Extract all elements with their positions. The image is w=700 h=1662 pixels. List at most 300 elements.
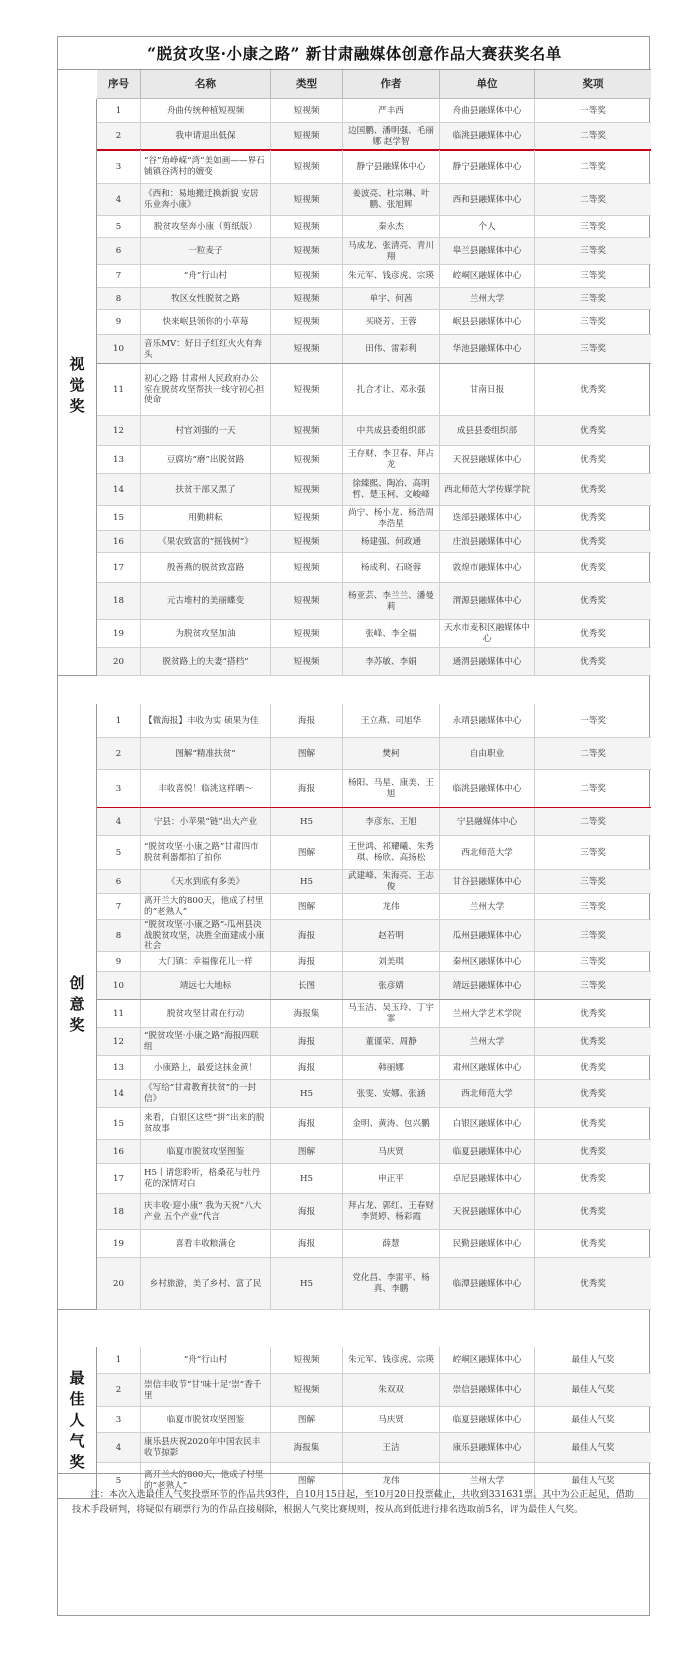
table-row (97, 531, 651, 553)
header-author: 作者 (343, 70, 440, 99)
table-row (97, 1000, 651, 1028)
table-row (97, 364, 651, 416)
cell-award: 三等奖 (580, 901, 606, 912)
cell-name: 为脱贫攻坚加油 (141, 620, 271, 648)
cell-index: 9 (97, 952, 141, 972)
cell-index: 12 (97, 1028, 141, 1056)
cell-name: 离开兰大的800天，他成了村里的“老熟人” (141, 1463, 271, 1499)
table-row (97, 1108, 651, 1140)
cell-index: 8 (97, 288, 141, 310)
cell-type: 短视频 (271, 184, 343, 216)
cell-unit: 庄浪县融媒体中心 (440, 531, 535, 553)
cell-type: H5 (271, 870, 343, 894)
cell-type: 短视频 (271, 288, 343, 310)
cell-name: 乡村旅游，美了乡村、富了民 (141, 1258, 271, 1310)
cell-award: 三等奖 (580, 876, 606, 887)
table-row (97, 99, 651, 123)
cell-unit: 甘南日报 (440, 364, 535, 416)
table-row (97, 1433, 651, 1463)
cell-type: 短视频 (271, 583, 343, 620)
cell-author: 韩丽娜 (343, 1056, 440, 1080)
cell-index: 5 (97, 1463, 141, 1499)
cell-award: 优秀奖 (580, 1206, 606, 1217)
cell-unit: 肃州区融媒体中心 (440, 1056, 535, 1080)
cell-author: 张峰、李全福 (343, 620, 440, 648)
cell-award: 优秀奖 (580, 1036, 606, 1047)
table-row (97, 870, 651, 894)
table-row (97, 894, 651, 920)
cell-name: 舟曲传统种植短视频 (141, 99, 271, 123)
cell-author: 静宁县融媒体中心 (343, 150, 440, 184)
cell-award: 优秀奖 (580, 1238, 606, 1249)
cell-index: 17 (97, 553, 141, 583)
cell-type: 海报 (271, 1028, 343, 1056)
cell-unit: 兰州大学 (440, 1463, 535, 1499)
cell-name: 殷善燕的脱贫致富路 (141, 553, 271, 583)
cell-index: 4 (97, 184, 141, 216)
cell-name: “脱贫攻坚·小康之路”-瓜州县决战脱贫攻坚，决胜全面建成小康社会 (141, 920, 271, 952)
cell-author: 杨亚芸、李兰兰、潘曼莉 (343, 583, 440, 620)
cell-index: 15 (97, 506, 141, 531)
cell-unit: 卓尼县融媒体中心 (440, 1164, 535, 1194)
cell-author: 龙伟 (343, 1463, 440, 1499)
cell-type: 海报 (271, 920, 343, 952)
cell-unit: 西北师范大学 (440, 1080, 535, 1108)
cell-award: 三等奖 (580, 847, 606, 858)
cell-unit: 天水市麦积区融媒体中心 (440, 620, 535, 648)
cell-type: 短视频 (271, 265, 343, 288)
cell-name: 庆丰收·迎小康” 我为天祝“八大产业 五个产业”代言 (141, 1194, 271, 1230)
cell-index: 3 (97, 150, 141, 184)
cell-award: 优秀奖 (580, 1008, 606, 1019)
cell-type: 短视频 (271, 216, 343, 238)
cell-unit: 临夏县融媒体中心 (440, 1140, 535, 1164)
cell-type: H5 (271, 808, 343, 836)
cell-author: 李苏敏、李娟 (343, 648, 440, 676)
cell-type: 短视频 (271, 620, 343, 648)
cell-name: 宁县：小苹果“链”出大产业 (141, 808, 271, 836)
cell-type: 海报 (271, 1230, 343, 1258)
cell-author: 秦永杰 (343, 216, 440, 238)
cell-unit: 兰州大学 (440, 288, 535, 310)
cell-unit: 皋兰县融媒体中心 (440, 238, 535, 265)
cell-author: 王存财、李卫春、拜占龙 (343, 446, 440, 474)
header-unit: 单位 (440, 70, 535, 99)
cell-index: 10 (97, 972, 141, 1000)
table-row (97, 184, 651, 216)
cell-author: 马成龙、张清亮、青川翔 (343, 238, 440, 265)
cell-type: 海报 (271, 704, 343, 738)
cell-name: 康乐县庆祝2020年中国农民丰收节掠影 (141, 1433, 271, 1463)
cell-award: 优秀奖 (580, 596, 606, 607)
cell-index: 17 (97, 1164, 141, 1194)
cell-author: 赵若明 (343, 920, 440, 952)
cell-index: 1 (97, 1347, 141, 1374)
cell-unit: 西和县融媒体中心 (440, 184, 535, 216)
cell-name: 临夏市脱贫攻坚图鉴 (141, 1407, 271, 1433)
cell-type: 海报 (271, 1056, 343, 1080)
table-row (97, 1140, 651, 1164)
cell-unit: 瓜州县融媒体中心 (440, 920, 535, 952)
cell-name: 我申请退出低保 (141, 123, 271, 150)
cell-type: 图解 (271, 894, 343, 920)
cell-unit: 舟曲县融媒体中心 (440, 99, 535, 123)
cell-author: 中共成县委组织部 (343, 416, 440, 446)
cell-index: 4 (97, 1433, 141, 1463)
cell-index: 7 (97, 894, 141, 920)
table-row (97, 335, 651, 364)
cell-award: 优秀奖 (580, 1278, 606, 1289)
cell-author: 朱元军、钱彦虎、宗瑛 (343, 265, 440, 288)
cell-award: 优秀奖 (580, 1173, 606, 1184)
cell-name: 元古堆村的美丽蝶变 (141, 583, 271, 620)
cell-index: 5 (97, 836, 141, 870)
cell-author: 刘美琪 (343, 952, 440, 972)
table-row (97, 1080, 651, 1108)
cell-unit: 秦州区融媒体中心 (440, 952, 535, 972)
table-row (97, 770, 651, 808)
table-row (97, 265, 651, 288)
cell-type: 海报集 (271, 1000, 343, 1028)
cell-type: 短视频 (271, 446, 343, 474)
cell-name: 小康路上，最爱这抹金黄！ (141, 1056, 271, 1080)
cell-type: 短视频 (271, 531, 343, 553)
cell-name: H5丨请您聆听，格桑花与牡丹花的深情对白 (141, 1164, 271, 1194)
cell-unit: 渭源县融媒体中心 (440, 583, 535, 620)
cell-unit: 兰州大学 (440, 894, 535, 920)
cell-award: 三等奖 (580, 930, 606, 941)
cell-unit: 西北师范大学传媒学院 (440, 474, 535, 506)
cell-type: 短视频 (271, 506, 343, 531)
cell-unit: 成县县委组织部 (440, 416, 535, 446)
cell-index: 16 (97, 1140, 141, 1164)
cell-author: 杨建强、何政通 (343, 531, 440, 553)
cell-award: 优秀奖 (580, 562, 606, 573)
table-row (97, 1194, 651, 1230)
award-list-sheet (57, 36, 650, 1616)
cell-unit: 个人 (440, 216, 535, 238)
cell-unit: 宁县融媒体中心 (440, 808, 535, 836)
cell-unit: 兰州大学艺术学院 (440, 1000, 535, 1028)
cell-index: 2 (97, 738, 141, 770)
cell-type: 短视频 (271, 238, 343, 265)
cell-name: 一粒麦子 (141, 238, 271, 265)
cell-award: 优秀奖 (580, 536, 606, 547)
cell-index: 19 (97, 1230, 141, 1258)
cell-unit: 兰州大学 (440, 1028, 535, 1056)
table-row (97, 506, 651, 531)
cell-award: 最佳人气奖 (571, 1355, 615, 1366)
cell-type: 短视频 (271, 123, 343, 150)
cell-award: 优秀奖 (580, 1088, 606, 1099)
cell-index: 7 (97, 265, 141, 288)
cell-award: 最佳人气奖 (571, 1385, 615, 1396)
table-row (97, 1230, 651, 1258)
cell-author: 边国鹏、潘明强、毛丽娜 赵学智 (343, 123, 440, 150)
cell-index: 19 (97, 620, 141, 648)
cell-award: 二等奖 (580, 816, 606, 827)
cell-index: 16 (97, 531, 141, 553)
cell-unit: 通渭县融媒体中心 (440, 648, 535, 676)
section-label-text: 最佳人气奖 (67, 1370, 86, 1475)
cell-author: 杨阳、马星、康美、王旭 (343, 770, 440, 808)
cell-author: 单宇、何茜 (343, 288, 440, 310)
cell-type: 短视频 (271, 335, 343, 364)
cell-author: 王立燕、司旭华 (343, 704, 440, 738)
cell-award: 优秀奖 (580, 384, 606, 395)
cell-unit: 静宁县融媒体中心 (440, 150, 535, 184)
table-row (97, 150, 651, 184)
table-row (97, 216, 651, 238)
cell-author: 严丰西 (343, 99, 440, 123)
cell-award: 三等奖 (580, 980, 606, 991)
cell-unit: 自由职业 (440, 738, 535, 770)
cell-index: 13 (97, 446, 141, 474)
cell-author: 张彦婧 (343, 972, 440, 1000)
cell-type: 海报 (271, 952, 343, 972)
cell-name: 脱贫攻坚甘肃在行动 (141, 1000, 271, 1028)
cell-unit: 天祝县融媒体中心 (440, 446, 535, 474)
cell-name: 牧区女性脱贫之路 (141, 288, 271, 310)
cell-name: 《写给“甘肃教育扶贫”的一封信》 (141, 1080, 271, 1108)
cell-unit: 敦煌市融媒体中心 (440, 553, 535, 583)
cell-award: 三等奖 (580, 956, 606, 967)
cell-author: 樊柯 (343, 738, 440, 770)
cell-name: 村官刘强的一天 (141, 416, 271, 446)
cell-author: 党化昌、李雷平、杨真、李鹏 (343, 1258, 440, 1310)
cell-type: 海报 (271, 770, 343, 808)
cell-index: 18 (97, 1194, 141, 1230)
cell-index: 3 (97, 1407, 141, 1433)
table-row (97, 620, 651, 648)
cell-unit: 靖远县融媒体中心 (440, 972, 535, 1000)
table-row (97, 1407, 651, 1433)
cell-name: “脱贫攻坚·小康之路”甘肃四市脱贫利器都拍了拍你 (141, 836, 271, 870)
table-row (97, 446, 651, 474)
cell-award: 优秀奖 (580, 454, 606, 465)
cell-award: 优秀奖 (580, 1146, 606, 1157)
cell-index: 20 (97, 648, 141, 676)
cell-author: 张雯、安娜、张涵 (343, 1080, 440, 1108)
cell-index: 1 (97, 704, 141, 738)
cell-author: 申正平 (343, 1164, 440, 1194)
cell-index: 2 (97, 123, 141, 150)
cell-name: “舟”行山村 (141, 1347, 271, 1374)
table-row (97, 123, 651, 150)
cell-name: 初心之路 甘肃州人民政府办公室在脱贫攻坚帮扶一线守初心担使命 (141, 364, 271, 416)
cell-index: 18 (97, 583, 141, 620)
cell-author: 王洁 (343, 1433, 440, 1463)
table-row (97, 836, 651, 870)
header-name: 名称 (141, 70, 271, 99)
header-type: 类型 (271, 70, 343, 99)
cell-name: 离开兰大的800天，他成了村里的“老熟人” (141, 894, 271, 920)
cell-award: 一等奖 (580, 105, 606, 116)
table-row (97, 920, 651, 952)
cell-type: 图解 (271, 1407, 343, 1433)
cell-type: H5 (271, 1080, 343, 1108)
cell-name: 脱贫路上的夫妻“搭档” (141, 648, 271, 676)
cell-type: 短视频 (271, 474, 343, 506)
cell-award: 三等奖 (580, 221, 606, 232)
cell-index: 20 (97, 1258, 141, 1310)
cell-type: 短视频 (271, 1347, 343, 1374)
cell-author: 杨成利、石晓蓉 (343, 553, 440, 583)
cell-type: 图解 (271, 738, 343, 770)
cell-index: 14 (97, 1080, 141, 1108)
cell-name: “脱贫攻坚·小康之路”海报四联组 (141, 1028, 271, 1056)
cell-index: 4 (97, 808, 141, 836)
cell-award: 三等奖 (580, 271, 606, 282)
cell-award: 优秀奖 (580, 1062, 606, 1073)
cell-award: 最佳人气奖 (571, 1442, 615, 1453)
cell-author: 拜占龙、郭红、王春财 李贤婷、杨彩霞 (343, 1194, 440, 1230)
cell-type: 短视频 (271, 364, 343, 416)
table-row (97, 416, 651, 446)
cell-author: 董谨荣、周静 (343, 1028, 440, 1056)
cell-index: 8 (97, 920, 141, 952)
cell-index: 11 (97, 1000, 141, 1028)
cell-author: 朱元军、钱彦虎、宗瑛 (343, 1347, 440, 1374)
cell-unit: 华池县融媒体中心 (440, 335, 535, 364)
cell-index: 15 (97, 1108, 141, 1140)
table-row (97, 952, 651, 972)
section-label-text: 创意奖 (67, 975, 86, 1038)
table-row (97, 1028, 651, 1056)
cell-unit: 甘谷县融媒体中心 (440, 870, 535, 894)
cell-award: 优秀奖 (580, 425, 606, 436)
cell-name: 《西和：易地搬迁换新貌 安居乐业奔小康》 (141, 184, 271, 216)
cell-type: 短视频 (271, 416, 343, 446)
table-row (97, 553, 651, 583)
cell-name: 崇信丰收节“甘‘味十足’崇”香千里 (141, 1374, 271, 1407)
cell-award: 三等奖 (580, 293, 606, 304)
cell-unit: 西北师范大学 (440, 836, 535, 870)
cell-name: 【微海报】丰收为实 硕果为佳 (141, 704, 271, 738)
cell-author: 田伟、雷彩利 (343, 335, 440, 364)
cell-name: 扶贫干部又黑了 (141, 474, 271, 506)
table-row (97, 738, 651, 770)
cell-award: 最佳人气奖 (571, 1475, 615, 1486)
table-row (97, 1164, 651, 1194)
table-row (97, 474, 651, 506)
table-row (97, 1258, 651, 1310)
cell-name: 图解“精准扶贫” (141, 738, 271, 770)
cell-type: 海报 (271, 1194, 343, 1230)
cell-author: 龙伟 (343, 894, 440, 920)
table-row (97, 238, 651, 265)
cell-name: 临夏市脱贫攻坚图鉴 (141, 1140, 271, 1164)
cell-unit: 崆峒区融媒体中心 (440, 265, 535, 288)
cell-type: 海报 (271, 1108, 343, 1140)
cell-award: 优秀奖 (580, 656, 606, 667)
cell-name: 快来岷县领你的小草莓 (141, 310, 271, 335)
cell-unit: 岷县县融媒体中心 (440, 310, 535, 335)
section-label (58, 704, 97, 1310)
cell-author: 马庆贤 (343, 1407, 440, 1433)
cell-award: 最佳人气奖 (571, 1414, 615, 1425)
table-row (97, 1374, 651, 1407)
cell-index: 11 (97, 364, 141, 416)
cell-index: 10 (97, 335, 141, 364)
cell-unit: 白银区融媒体中心 (440, 1108, 535, 1140)
cell-type: 短视频 (271, 99, 343, 123)
cell-unit: 临潭县融媒体中心 (440, 1258, 535, 1310)
cell-index: 13 (97, 1056, 141, 1080)
cell-award: 二等奖 (580, 783, 606, 794)
table-row (97, 972, 651, 1000)
cell-author: 金明、黄涛、包兴鹏 (343, 1108, 440, 1140)
cell-award: 二等奖 (580, 194, 606, 205)
cell-index: 2 (97, 1374, 141, 1407)
cell-type: 图解 (271, 1140, 343, 1164)
cell-unit: 临夏县融媒体中心 (440, 1407, 535, 1433)
table-row (97, 808, 651, 836)
cell-author: 薛慧 (343, 1230, 440, 1258)
table-row (97, 583, 651, 620)
cell-index: 5 (97, 216, 141, 238)
cell-name: 豆腐坊“磨”出脱贫路 (141, 446, 271, 474)
cell-type: H5 (271, 1164, 343, 1194)
cell-index: 14 (97, 474, 141, 506)
cell-unit: 迭部县融媒体中心 (440, 506, 535, 531)
cell-award: 二等奖 (580, 748, 606, 759)
section-label-text: 视觉奖 (67, 355, 86, 419)
cell-index: 1 (97, 99, 141, 123)
table-row (97, 704, 651, 738)
cell-award: 二等奖 (580, 131, 606, 142)
cell-award: 二等奖 (580, 161, 606, 172)
cell-award: 优秀奖 (580, 1118, 606, 1129)
cell-award: 三等奖 (580, 344, 606, 355)
cell-type: H5 (271, 1258, 343, 1310)
cell-unit: 临洮县融媒体中心 (440, 770, 535, 808)
cell-award: 三等奖 (580, 317, 606, 328)
cell-author: 马玉洁、吴玉玲、丁宇霏 (343, 1000, 440, 1028)
cell-unit: 永靖县融媒体中心 (440, 704, 535, 738)
cell-name: 用勤耕耘 (141, 506, 271, 531)
cell-name: “谷”角峥嵘“湾”美如画——界石铺镇谷湾村的嬗变 (141, 150, 271, 184)
cell-index: 12 (97, 416, 141, 446)
cell-type: 图解 (271, 1463, 343, 1499)
cell-name: 靖远七大地标 (141, 972, 271, 1000)
cell-author: 马庆贤 (343, 1140, 440, 1164)
table-row (97, 288, 651, 310)
page-title: “脱贫攻坚·小康之路” 新甘肃融媒体创意作品大赛获奖名单 (58, 37, 651, 70)
cell-name: 大门镇：幸福像花儿一样 (141, 952, 271, 972)
cell-type: 图解 (271, 836, 343, 870)
cell-author: 扎合才让、邓永强 (343, 364, 440, 416)
cell-index: 9 (97, 310, 141, 335)
cell-type: 短视频 (271, 553, 343, 583)
footnote: 注：本次入选最佳人气奖投票环节的作品共93件，自10月15日起，至10月20日投票截止，共收到331631票。其中为公正起见，借助技术手段研判，将疑似有刷票行为的作品直接剔除，根据人气奖比赛规则，按从高到低进行排名选取前5名，评为最佳人气奖。 (58, 1473, 651, 1617)
cell-name: 来看，白银区这些“拼”出来的脱贫故事 (141, 1108, 271, 1140)
cell-author: 武建峰、朱海亮、王志俊 (343, 870, 440, 894)
cell-unit: 天祝县融媒体中心 (440, 1194, 535, 1230)
cell-author: 李彦东、王旭 (343, 808, 440, 836)
cell-unit: 崇信县融媒体中心 (440, 1374, 535, 1407)
cell-index: 6 (97, 238, 141, 265)
section-label (58, 99, 97, 676)
cell-author: 买晓芳、王蓉 (343, 310, 440, 335)
cell-author: 尚宁、杨小龙、杨浩周 李浩星 (343, 506, 440, 531)
cell-type: 海报集 (271, 1433, 343, 1463)
table-row (97, 648, 651, 676)
cell-unit: 临洮县融媒体中心 (440, 123, 535, 150)
table-row (97, 310, 651, 335)
cell-name: 《天水到底有多美》 (141, 870, 271, 894)
cell-award: 三等奖 (580, 246, 606, 257)
